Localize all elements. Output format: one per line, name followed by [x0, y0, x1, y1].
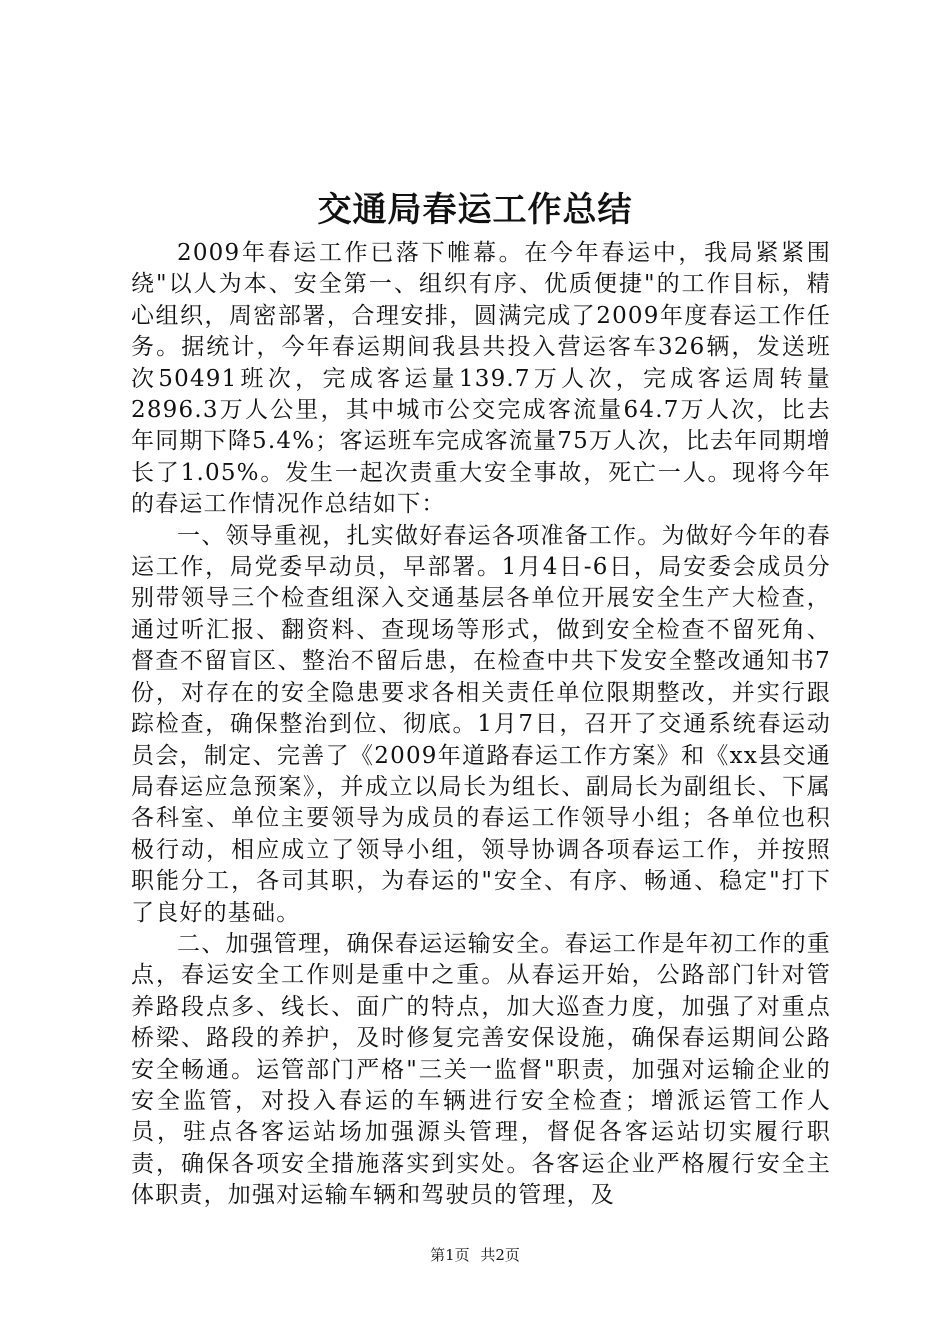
page-footer — [0, 1244, 950, 1266]
document-title: 交通局春运工作总结 — [317, 190, 633, 230]
paragraph-section-1: 一、领导重视，扎实做好春运各项准备工作。为做好今年的春运工作，局党委早动员，早部署。1月4日-6日，局安委会成员分别带领导三个检查组深入交通基层各单位开展安全生产大检查，通过听汇报、翻资料、查现场等形式，做到安全检查不留死角、督查不留盲区、整治不留后患，在检查中共下发安全整改通知书7份，对存在的安全隐患要求各相关责任单位限期整改，并实行跟踪检查，确保整治到位、彻底。1月7日，召开了交通系统春运动员会，制定、完善了《2009年道路春运工作方案》和《xx县交通局春运应急预案》，并成立以局长为组长、副局长为副组长、下属各科室、单位主要领导为成员的春运工作领导小组；各单位也积极行动，相应成立了领导小组，领导协调各项春运工作，并按照职能分工，各司其职，为春运的"安全、有序、畅通、稳定"打下了良好的基础。 — [131, 522, 831, 926]
page-number: 第1页 — [430, 1246, 470, 1264]
page-total: 共2页 — [480, 1246, 520, 1264]
paragraph-section-2: 二、加强管理，确保春运运输安全。春运工作是年初工作的重点，春运安全工作则是重中之重。从春运开始，公路部门针对管养路段点多、线长、面广的特点，加大巡查力度，加强了对重点桥梁、路段的养护，及时修复完善安保设施，确保春运期间公路安全畅通。运管部门严格"三关一监督"职责，加强对运输企业的安全监管，对投入春运的车辆进行安全检查；增派运管工作人员，驻点各客运站场加强源头管理，督促各客运站切实履行职责，确保各项安全措施落实到实处。各客运企业严格履行安全主体职责，加强对运输车辆和驾驶员的管理，及 — [131, 930, 831, 1209]
paragraph-intro: 2009年春运工作已落下帷幕。在今年春运中，我局紧紧围绕"以人为本、安全第一、组织有序、优质便捷"的工作目标，精心组织，周密部署，合理安排，圆满完成了2009年度春运工作任务。据统计，今年春运期间我县共投入营运客车326辆，发送班次50491班次，完成客运量139.7万人次，完成客运周转量2896.3万人公里，其中城市公交完成客流量64.7万人次，比去年同期下降5.4%；客运班车完成客流量75万人次，比去年同期增长了1.05%。发生一起次责重大安全事故，死亡一人。现将今年的春运工作情况作总结如下： — [131, 240, 831, 518]
document-body — [131, 238, 831, 1212]
